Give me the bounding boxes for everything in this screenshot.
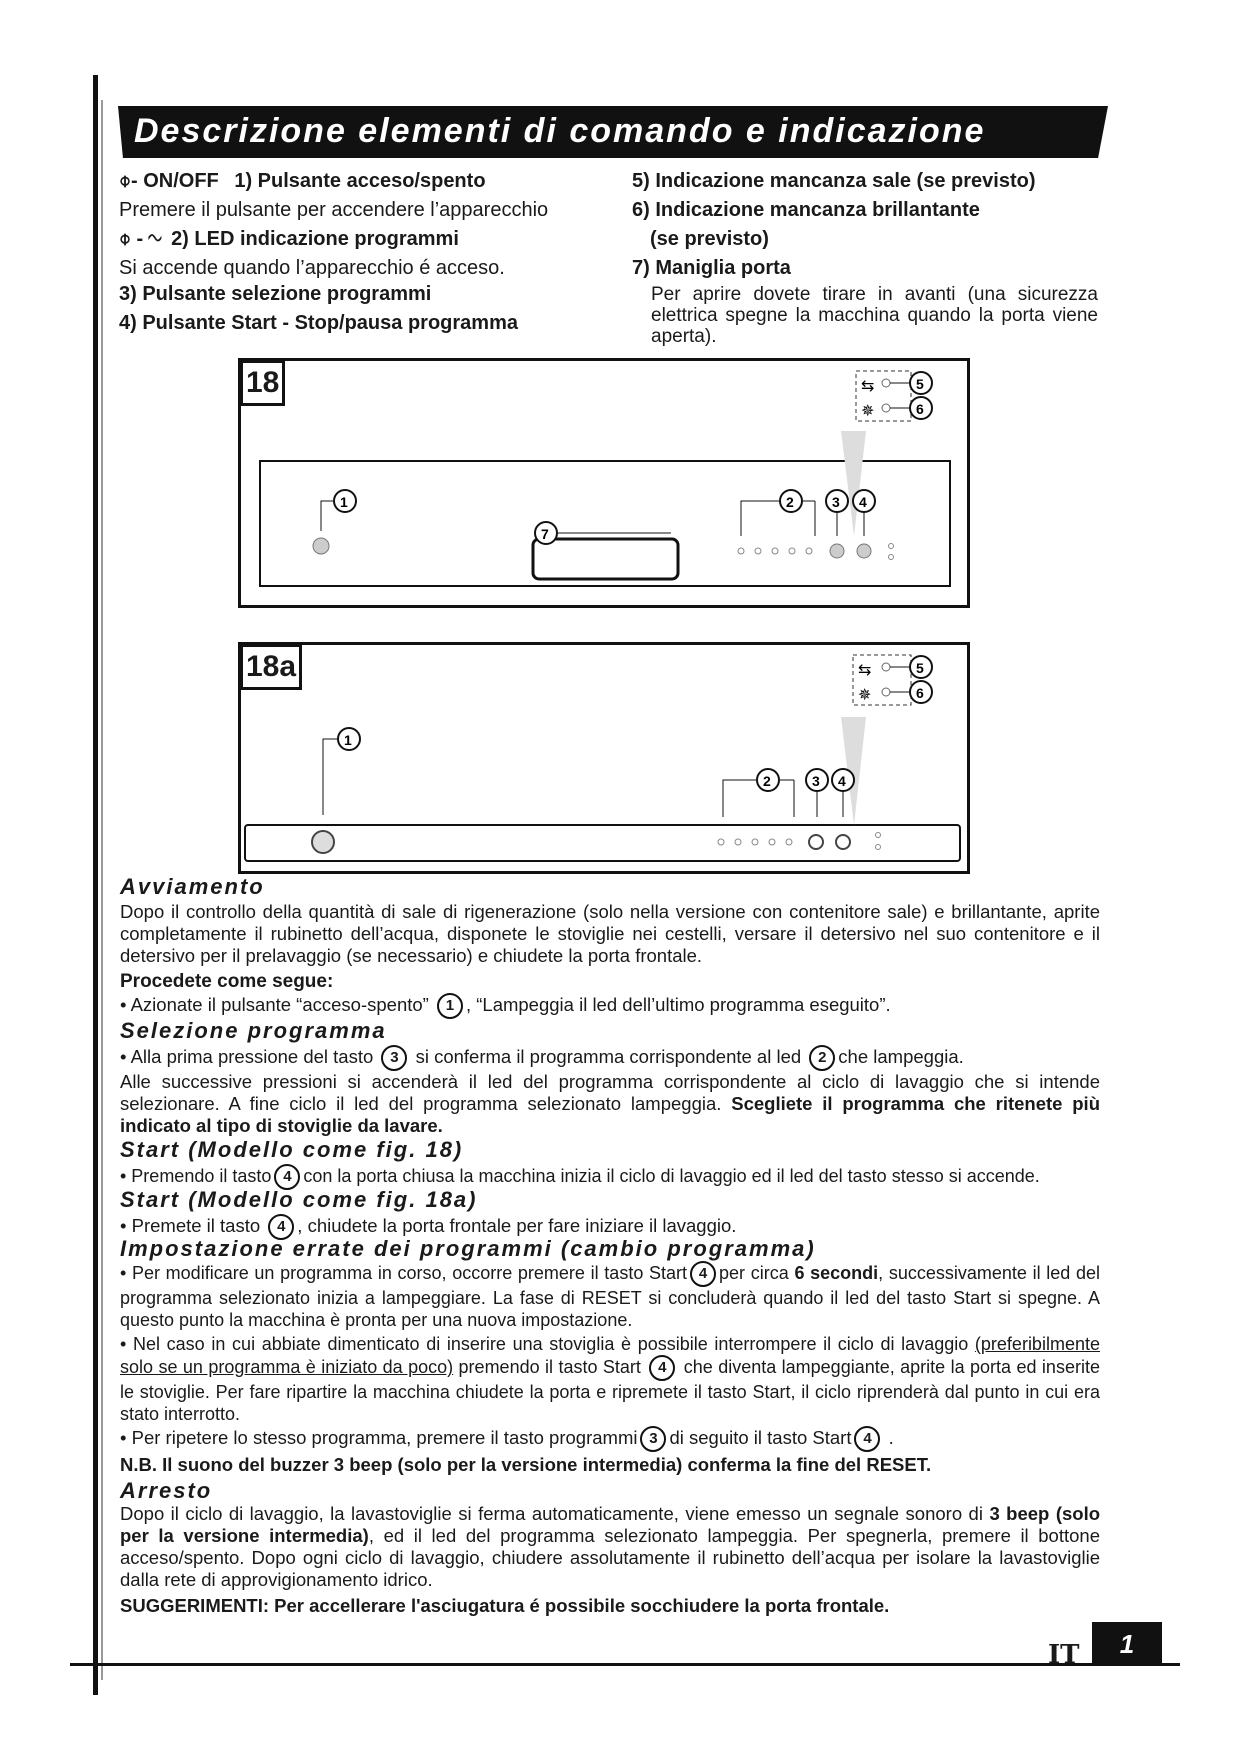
callout-4: 4 (268, 1214, 294, 1240)
arresto-tip: SUGGERIMENTI: Per accellerare l'asciugatura é possibile socchiudere la porta frontale. (120, 1595, 890, 1616)
svg-text:6: 6 (916, 685, 924, 701)
item-1-label: 1) Pulsante acceso/spento (234, 170, 486, 192)
svg-text:5: 5 (916, 376, 924, 392)
power-icon: ⌽ (119, 228, 131, 250)
page-number: 1 (1092, 1622, 1162, 1666)
figure-18-drawing (241, 361, 967, 605)
svg-text:⇆: ⇆ (858, 660, 872, 679)
item-7-label: 7) Maniglia porta (632, 257, 791, 279)
avviamento-procedure: Procedete come segue: (120, 971, 334, 992)
svg-text:1: 1 (344, 732, 352, 748)
item-6-note: (se previsto) (650, 228, 769, 250)
callout-4: 4 (690, 1261, 716, 1287)
onoff-row: ⌽- ON/OFF 1) Pulsante acceso/spento (119, 170, 486, 192)
svg-text:2: 2 (786, 494, 794, 510)
svg-text:1: 1 (340, 494, 348, 510)
svg-text:6: 6 (916, 401, 924, 417)
item-4-label: 4) Pulsante Start - Stop/pausa programma (119, 312, 518, 334)
item-6-label: 6) Indicazione mancanza brillantante (632, 199, 980, 221)
impostazione-nb: N.B. Il suono del buzzer 3 beep (solo per la versione intermedia) conferma la fine del RESET. (120, 1454, 932, 1475)
callout-4: 4 (649, 1355, 675, 1381)
wave-icon: ∿ (148, 228, 162, 250)
avviamento-step: • Azionate il pulsante “acceso-spento” 1 , “Lampeggia il led dell’ultimo programma eseguito”. (120, 993, 891, 1019)
page-title: Descrizione elementi di comando e indicazione (134, 112, 986, 150)
start18-step: • Premendo il tasto 4 con la porta chiusa la macchina inizia il ciclo di lavaggio ed il led del tasto stesso si accende. (120, 1164, 1040, 1190)
item-2-desc: Si accende quando l’apparecchio é acceso. (119, 257, 505, 279)
svg-text:7: 7 (541, 526, 549, 542)
svg-text:3: 3 (832, 494, 840, 510)
callout-4: 4 (854, 1426, 880, 1452)
svg-text:✵: ✵ (861, 401, 875, 420)
svg-text:⇆: ⇆ (861, 376, 875, 395)
figure-18a-label: 18a (240, 644, 302, 690)
arresto-text: Dopo il ciclo di lavaggio, la lavastoviglie si ferma automaticamente, viene emesso un segnale sonoro di 3 beep (solo per la versione intermedia), ed il led del programma selezionato lampeggia. Per spegnerla, premere il bottone acceso/spento. Dopo ogni ciclo di lavaggio, chiudere assolutamente il rubinetto dell’acqua per isolare la lavastoviglie dalla rete di approvigionamento idrico. (120, 1503, 1101, 1590)
start18a-step: • Premete il tasto 4 , chiudete la porta frontale per fare iniziare il lavaggio. (120, 1214, 736, 1240)
svg-text:4: 4 (859, 494, 867, 510)
figure-18-label: 18 (240, 360, 285, 406)
callout-1: 1 (437, 993, 463, 1019)
figure-18 (238, 358, 970, 608)
avviamento-text: Dopo il controllo della quantità di sale di rigenerazione (solo nella versione con contenitore sale) e brillantante, aprite completamente il rubinetto dell’acqua, disponete le stoviglie nei cestelli, versare il detersivo nel suo contenitore e il detersivo per il prelavaggio (se necessario) e chiudete la porta frontale. (120, 901, 1100, 966)
callout-3: 3 (640, 1426, 666, 1452)
language-label: IT (1048, 1640, 1080, 1670)
bottom-rule (70, 1663, 1180, 1666)
impostazione-text-1: • Per modificare un programma in corso, occorre premere il tasto Start 4 per circa 6 secondi, successivamente il led del programma selezionato inizia a lampeggiare. La fase di RESET si concluderà quando il led del tasto Start si spegne. A questo punto la macchina è pronta per una nuova impostazione. (120, 1262, 1100, 1330)
selezione-title: Selezione programma (120, 1018, 387, 1043)
avviamento-title: Avviamento (120, 874, 265, 899)
figure-18a-drawing (241, 645, 967, 871)
callout-3: 3 (381, 1045, 407, 1071)
svg-text:2: 2 (763, 773, 771, 789)
item-3-label: 3) Pulsante selezione programmi (119, 283, 432, 305)
left-margin-bar (93, 75, 98, 1695)
start18a-title: Start (Modello come fig. 18a) (120, 1187, 478, 1212)
arresto-title: Arresto (120, 1478, 213, 1503)
start18-title: Start (Modello come fig. 18) (120, 1137, 464, 1162)
figure-18a (238, 642, 970, 874)
item-7-desc: Per aprire dovete tirare in avanti (una sicurezza elettrica spegne la macchina quando la porta viene aperta). (651, 284, 1098, 347)
svg-text:3: 3 (812, 773, 820, 789)
impostazione-step-3: • Per ripetere lo stesso programma, premere il tasto programmi 3 di seguito il tasto Start 4 . (120, 1426, 894, 1452)
selezione-text: Alle successive pressioni si accenderà il led del programma corrispondente al ciclo di lavaggio che si intende selezionare. A fine ciclo il led del programma selezionato lampeggia. Scegliete il programma che ritenete più indicato al tipo di stoviglie da lavare. (120, 1071, 1100, 1136)
callout-2: 2 (809, 1045, 835, 1071)
item-2-row: ⌽ - ∿ 2) LED indicazione programmi (119, 228, 459, 250)
left-margin-rule (101, 100, 103, 1680)
callout-4: 4 (274, 1164, 300, 1190)
power-icon: ⌽ (119, 170, 131, 192)
svg-text:4: 4 (838, 773, 846, 789)
impostazione-text-2: • Nel caso in cui abbiate dimenticato di inserire una stoviglia è possibile interrompere il ciclo di lavaggio (preferibilmente solo se un programma è iniziato da poco) premendo il tasto Start 4 che diventa lampeggiante, aprite la porta ed inserite le stoviglie. Per fare ripartire la macchina chiudete la porta e ripremete il tasto Start, il ciclo riprenderà dal punto in cui era stato interrotto. (120, 1334, 1100, 1424)
svg-text:✵: ✵ (858, 685, 872, 704)
item-1-desc: Premere il pulsante per accendere l’apparecchio (119, 199, 549, 221)
impostazione-title: Impostazione errate dei programmi (cambio programma) (120, 1236, 816, 1261)
item-5-label: 5) Indicazione mancanza sale (se previsto) (632, 170, 1036, 192)
selezione-step: • Alla prima pressione del tasto 3 si conferma il programma corrispondente al led 2 che lampeggia. (120, 1045, 964, 1071)
svg-text:5: 5 (916, 660, 924, 676)
